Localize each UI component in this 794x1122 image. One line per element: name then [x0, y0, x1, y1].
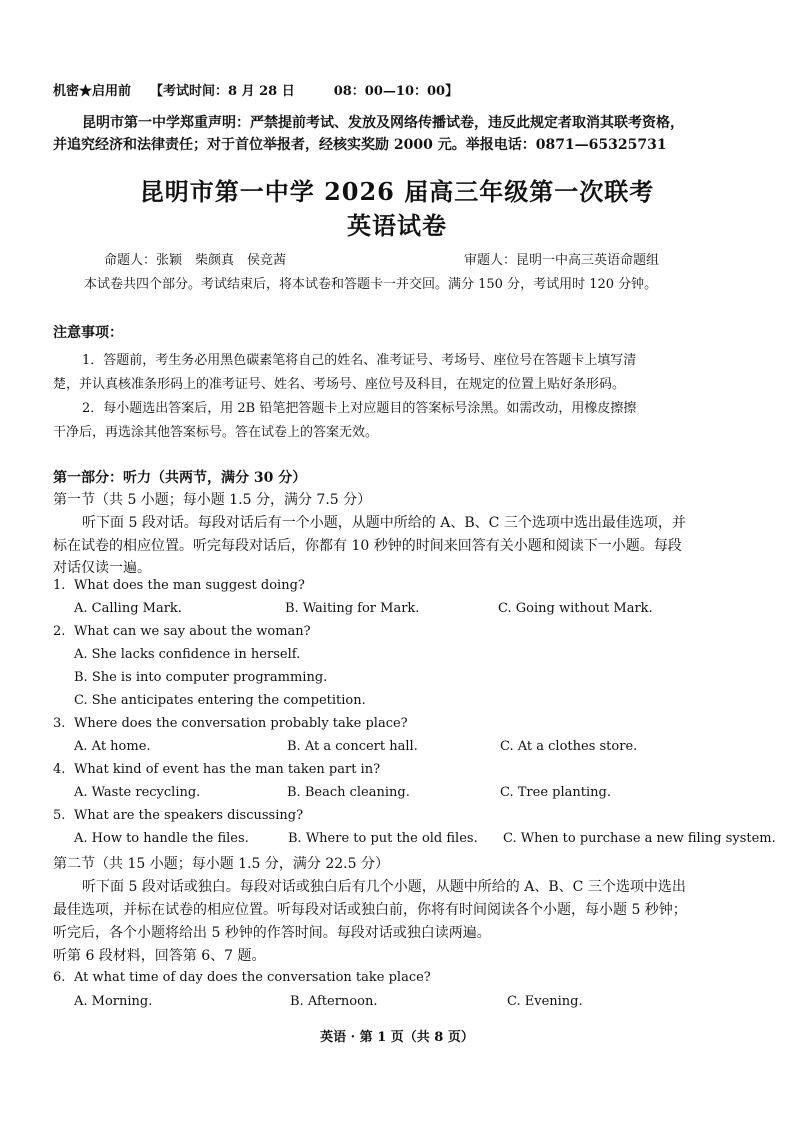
question-text: What are the speakers discussing? — [74, 808, 304, 823]
notice-item-2-line-1: 2．每小题选出答案后，用 2B 铅笔把答题卡上对应题目的答案标号涂黑。如需改动，用橡皮擦擦 — [82, 401, 637, 416]
question-text: At what time of day does the conversation take place? — [74, 970, 431, 985]
option-a: A. She lacks confidence in herself. — [74, 647, 301, 662]
option-c: C. She anticipates entering the competition. — [74, 693, 366, 708]
option-c: C. Evening. — [507, 994, 583, 1009]
option-c: C. When to purchase a new filing system. — [503, 831, 776, 846]
option-c: C. At a clothes store. — [500, 739, 638, 754]
statement-line-1: 昆明市第一中学郑重声明：严禁提前考试、发放及网络传播试卷，违反此规定者取消其联考资格， — [82, 115, 684, 131]
writers-line: 命题人：张颖 柴颜真 侯竞茜 — [104, 253, 287, 268]
section2-instr-line-1: 听下面 5 段对话或独白。每段对话或独白后有几个小题，从题中所给的 A、B、C 三个选项中选出 — [82, 879, 686, 895]
section2-title: 第二节（共 15 小题；每小题 1.5 分，满分 22.5 分） — [53, 856, 389, 872]
notice-item-2-line-2: 干净后，再选涂其他答案标号。答在试卷上的答案无效。 — [53, 425, 379, 440]
section1-title: 第一节（共 5 小题；每小题 1.5 分，满分 7.5 分） — [53, 492, 372, 508]
notice-title: 注意事项： — [53, 325, 123, 341]
option-b: B. Where to put the old files. — [288, 831, 478, 846]
confidential-label: 机密★启用前 — [53, 84, 132, 99]
option-b: B. Beach cleaning. — [287, 785, 410, 800]
option-c: C. Tree planting. — [500, 785, 611, 800]
question-number: 1. — [53, 578, 66, 593]
section1-instr-line-3: 对话仅读一遍。 — [53, 560, 151, 576]
exam-time: 【考试时间：8 月 28 日 08：00—10：00】 — [150, 84, 459, 99]
notice-item-1-line-1: 1．答题前，考生务必用黑色碳素笔将自己的姓名、准考证号、考场号、座位号在答题卡上填写清 — [82, 353, 637, 368]
option-b: B. At a concert hall. — [287, 739, 418, 754]
section1-instr-line-2: 标在试卷的相应位置。听完每段对话后，你都有 10 秒钟的时间来回答有关小题和阅读下一小题。每段 — [53, 538, 682, 554]
question-text: What can we say about the woman? — [74, 624, 311, 639]
section2-instr-line-3: 听完后，各个小题将给出 5 秒钟的作答时间。每段对话或独白读两遍。 — [53, 925, 491, 941]
question-text: What does the man suggest doing? — [74, 578, 305, 593]
option-c: C. Going without Mark. — [498, 601, 653, 616]
question-text: What kind of event has the man taken part in? — [74, 762, 381, 777]
part1-title: 第一部分：听力（共两节，满分 30 分） — [53, 470, 307, 486]
page-title: 昆明市第一中学 2026 届高三年级第一次联考 — [139, 177, 655, 206]
question-number: 2. — [53, 624, 66, 639]
question-number: 3. — [53, 716, 66, 731]
question-number: 5. — [53, 808, 66, 823]
page-subtitle: 英语试卷 — [347, 211, 447, 240]
exam-intro: 本试卷共四个部分。考试结束后，将本试卷和答题卡一并交回。满分 150 分，考试用时 120 分钟。 — [84, 277, 658, 292]
option-a: A. At home. — [74, 739, 151, 754]
material-6-heading: 听第 6 段材料，回答第 6、7 题。 — [53, 948, 266, 964]
question-text: Where does the conversation probably take place? — [74, 716, 408, 731]
option-b: B. Waiting for Mark. — [285, 601, 420, 616]
section1-instr-line-1: 听下面 5 段对话。每段对话后有一个小题，从题中所给的 A、B、C 三个选项中选出最佳选项，并 — [82, 515, 686, 531]
reviewers-line: 审题人：昆明一中高三英语命题组 — [464, 253, 660, 268]
question-number: 6. — [53, 970, 66, 985]
option-a: A. Morning. — [74, 994, 153, 1009]
option-b: B. Afternoon. — [290, 994, 378, 1009]
question-number: 4. — [53, 762, 66, 777]
page-footer: 英语 · 第 1 页（共 8 页） — [320, 1030, 474, 1045]
section2-instr-line-2: 最佳选项，并标在试卷的相应位置。听每段对话或独白前，你将有时间阅读各个小题，每小题 5 秒钟； — [53, 902, 687, 918]
notice-item-1-line-2: 楚，并认真核准条形码上的准考证号、姓名、考场号、座位号及科目，在规定的位置上贴好条形码。 — [53, 377, 626, 392]
option-a: A. Calling Mark. — [74, 601, 182, 616]
statement-line-2: 并追究经济和法律责任；对于首位举报者，经核实奖励 2000 元。举报电话：0871—65325731 — [53, 137, 667, 153]
option-b: B. She is into computer programming. — [74, 670, 328, 685]
option-a: A. How to handle the files. — [74, 831, 249, 846]
option-a: A. Waste recycling. — [74, 785, 201, 800]
